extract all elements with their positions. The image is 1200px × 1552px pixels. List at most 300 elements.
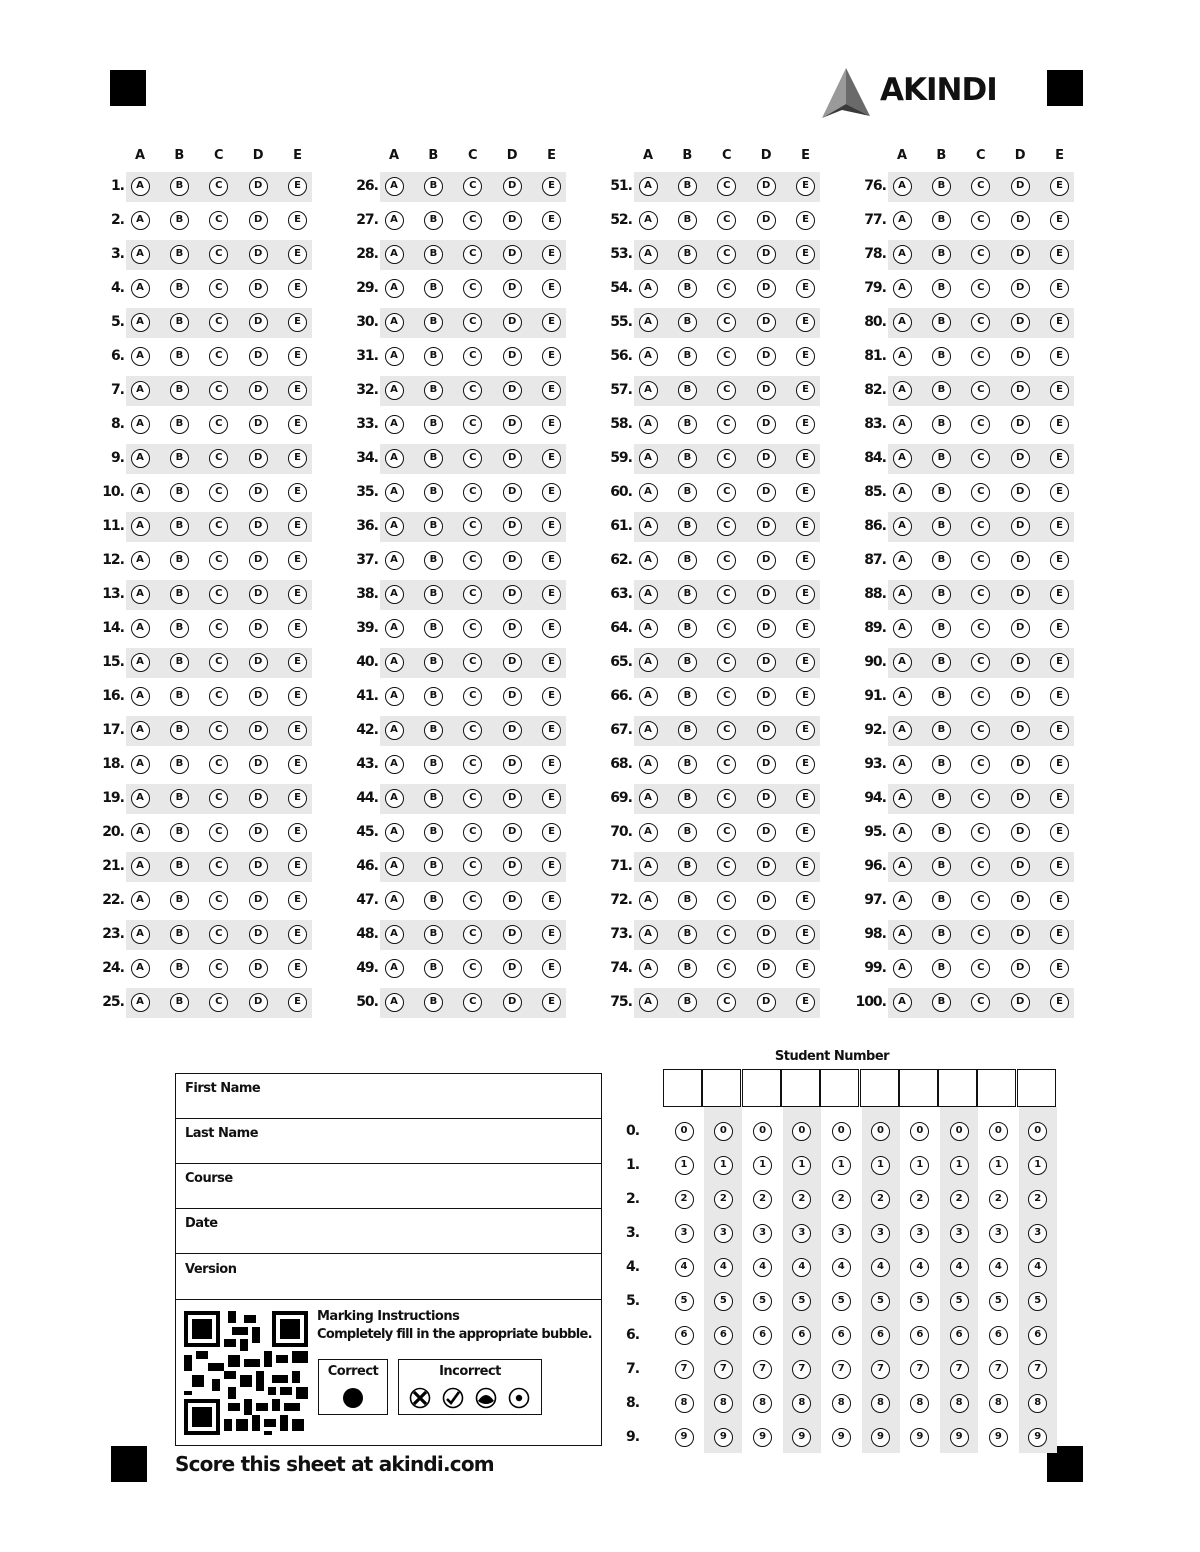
answer-bubble[interactable]: C — [971, 245, 990, 264]
answer-bubble[interactable]: B — [170, 925, 189, 944]
answer-bubble[interactable]: E — [796, 449, 815, 468]
answer-bubble[interactable]: C — [717, 347, 736, 366]
digit-bubble[interactable]: 2 — [989, 1190, 1008, 1209]
answer-bubble[interactable]: E — [288, 517, 307, 536]
answer-bubble[interactable]: A — [385, 483, 404, 502]
answer-bubble[interactable]: A — [385, 993, 404, 1012]
digit-bubble[interactable]: 7 — [989, 1360, 1008, 1379]
answer-bubble[interactable]: E — [1050, 721, 1069, 740]
answer-bubble[interactable]: E — [796, 619, 815, 638]
digit-bubble[interactable]: 6 — [714, 1326, 733, 1345]
answer-bubble[interactable]: B — [424, 245, 443, 264]
answer-bubble[interactable]: D — [757, 619, 776, 638]
answer-bubble[interactable]: A — [639, 755, 658, 774]
answer-bubble[interactable]: C — [209, 245, 228, 264]
answer-bubble[interactable]: C — [463, 211, 482, 230]
answer-bubble[interactable]: A — [639, 415, 658, 434]
answer-bubble[interactable]: D — [503, 959, 522, 978]
version-field[interactable] — [176, 1255, 601, 1300]
answer-bubble[interactable]: D — [757, 823, 776, 842]
digit-bubble[interactable]: 8 — [792, 1394, 811, 1413]
digit-bubble[interactable]: 0 — [753, 1122, 772, 1141]
digit-bubble[interactable]: 3 — [910, 1224, 929, 1243]
digit-bubble[interactable]: 6 — [753, 1326, 772, 1345]
answer-bubble[interactable]: E — [288, 347, 307, 366]
answer-bubble[interactable]: D — [249, 687, 268, 706]
answer-bubble[interactable]: C — [717, 415, 736, 434]
answer-bubble[interactable]: E — [288, 721, 307, 740]
answer-bubble[interactable]: C — [971, 211, 990, 230]
answer-bubble[interactable]: D — [249, 891, 268, 910]
digit-bubble[interactable]: 9 — [910, 1428, 929, 1447]
answer-bubble[interactable]: C — [463, 789, 482, 808]
digit-bubble[interactable]: 8 — [675, 1394, 694, 1413]
answer-bubble[interactable]: B — [170, 245, 189, 264]
answer-bubble[interactable]: B — [932, 211, 951, 230]
digit-bubble[interactable]: 8 — [871, 1394, 890, 1413]
digit-bubble[interactable]: 3 — [871, 1224, 890, 1243]
answer-bubble[interactable]: C — [209, 789, 228, 808]
answer-bubble[interactable]: B — [678, 483, 697, 502]
answer-bubble[interactable]: D — [757, 279, 776, 298]
digit-bubble[interactable]: 8 — [989, 1394, 1008, 1413]
answer-bubble[interactable]: D — [1011, 857, 1030, 876]
answer-bubble[interactable]: C — [209, 551, 228, 570]
answer-bubble[interactable]: B — [932, 585, 951, 604]
answer-bubble[interactable]: D — [1011, 959, 1030, 978]
answer-bubble[interactable]: E — [542, 517, 561, 536]
digit-bubble[interactable]: 8 — [1028, 1394, 1047, 1413]
digit-bubble[interactable]: 9 — [832, 1428, 851, 1447]
answer-bubble[interactable]: D — [503, 313, 522, 332]
answer-bubble[interactable]: C — [971, 823, 990, 842]
answer-bubble[interactable]: A — [131, 347, 150, 366]
answer-bubble[interactable]: C — [209, 177, 228, 196]
answer-bubble[interactable]: C — [971, 925, 990, 944]
digit-bubble[interactable]: 5 — [714, 1292, 733, 1311]
answer-bubble[interactable]: E — [288, 245, 307, 264]
answer-bubble[interactable]: C — [209, 721, 228, 740]
answer-bubble[interactable]: B — [678, 687, 697, 706]
answer-bubble[interactable]: C — [971, 177, 990, 196]
digit-bubble[interactable]: 1 — [832, 1156, 851, 1175]
answer-bubble[interactable]: D — [503, 347, 522, 366]
answer-bubble[interactable]: D — [757, 653, 776, 672]
answer-bubble[interactable]: B — [932, 449, 951, 468]
answer-bubble[interactable]: A — [385, 449, 404, 468]
answer-bubble[interactable]: A — [385, 755, 404, 774]
answer-bubble[interactable]: D — [1011, 891, 1030, 910]
answer-bubble[interactable]: A — [131, 585, 150, 604]
answer-bubble[interactable]: B — [932, 177, 951, 196]
answer-bubble[interactable]: D — [1011, 925, 1030, 944]
answer-bubble[interactable]: C — [209, 891, 228, 910]
answer-bubble[interactable]: A — [893, 857, 912, 876]
answer-bubble[interactable]: B — [424, 177, 443, 196]
answer-bubble[interactable]: D — [249, 755, 268, 774]
answer-bubble[interactable]: B — [678, 245, 697, 264]
answer-bubble[interactable]: C — [463, 993, 482, 1012]
answer-bubble[interactable]: E — [1050, 517, 1069, 536]
answer-bubble[interactable]: A — [639, 585, 658, 604]
answer-bubble[interactable]: B — [932, 823, 951, 842]
digit-bubble[interactable]: 3 — [714, 1224, 733, 1243]
answer-bubble[interactable]: C — [463, 381, 482, 400]
answer-bubble[interactable]: E — [796, 381, 815, 400]
answer-bubble[interactable]: A — [893, 415, 912, 434]
answer-bubble[interactable]: C — [463, 313, 482, 332]
answer-bubble[interactable]: D — [249, 653, 268, 672]
answer-bubble[interactable]: C — [717, 279, 736, 298]
answer-bubble[interactable]: B — [678, 551, 697, 570]
answer-bubble[interactable]: A — [385, 211, 404, 230]
answer-bubble[interactable]: B — [424, 653, 443, 672]
answer-bubble[interactable]: A — [639, 177, 658, 196]
answer-bubble[interactable]: A — [385, 823, 404, 842]
digit-bubble[interactable]: 6 — [1028, 1326, 1047, 1345]
answer-bubble[interactable]: C — [971, 551, 990, 570]
answer-bubble[interactable]: B — [932, 551, 951, 570]
answer-bubble[interactable]: B — [170, 687, 189, 706]
answer-bubble[interactable]: B — [932, 993, 951, 1012]
answer-bubble[interactable]: E — [542, 245, 561, 264]
answer-bubble[interactable]: E — [1050, 245, 1069, 264]
answer-bubble[interactable]: B — [678, 313, 697, 332]
answer-bubble[interactable]: E — [288, 279, 307, 298]
answer-bubble[interactable]: B — [678, 279, 697, 298]
digit-bubble[interactable]: 1 — [753, 1156, 772, 1175]
student-number-digit-box[interactable] — [899, 1069, 938, 1107]
answer-bubble[interactable]: B — [424, 823, 443, 842]
first-name-field[interactable] — [176, 1074, 601, 1119]
digit-bubble[interactable]: 9 — [792, 1428, 811, 1447]
answer-bubble[interactable]: A — [639, 857, 658, 876]
digit-bubble[interactable]: 4 — [792, 1258, 811, 1277]
answer-bubble[interactable]: A — [385, 381, 404, 400]
answer-bubble[interactable]: B — [424, 619, 443, 638]
digit-bubble[interactable]: 7 — [871, 1360, 890, 1379]
answer-bubble[interactable]: B — [678, 347, 697, 366]
digit-bubble[interactable]: 4 — [832, 1258, 851, 1277]
answer-bubble[interactable]: E — [542, 755, 561, 774]
answer-bubble[interactable]: E — [1050, 619, 1069, 638]
answer-bubble[interactable]: B — [932, 517, 951, 536]
digit-bubble[interactable]: 9 — [989, 1428, 1008, 1447]
answer-bubble[interactable]: C — [209, 381, 228, 400]
answer-bubble[interactable]: A — [131, 415, 150, 434]
answer-bubble[interactable]: E — [796, 823, 815, 842]
answer-bubble[interactable]: A — [385, 585, 404, 604]
answer-bubble[interactable]: B — [424, 517, 443, 536]
answer-bubble[interactable]: C — [463, 925, 482, 944]
digit-bubble[interactable]: 1 — [871, 1156, 890, 1175]
answer-bubble[interactable]: D — [757, 177, 776, 196]
digit-bubble[interactable]: 7 — [1028, 1360, 1047, 1379]
digit-bubble[interactable]: 9 — [714, 1428, 733, 1447]
answer-bubble[interactable]: C — [971, 619, 990, 638]
answer-bubble[interactable]: D — [503, 823, 522, 842]
answer-bubble[interactable]: A — [639, 381, 658, 400]
answer-bubble[interactable]: E — [1050, 755, 1069, 774]
answer-bubble[interactable]: E — [542, 993, 561, 1012]
answer-bubble[interactable]: C — [463, 687, 482, 706]
digit-bubble[interactable]: 7 — [910, 1360, 929, 1379]
answer-bubble[interactable]: B — [170, 823, 189, 842]
digit-bubble[interactable]: 4 — [950, 1258, 969, 1277]
answer-bubble[interactable]: A — [639, 483, 658, 502]
digit-bubble[interactable]: 0 — [832, 1122, 851, 1141]
answer-bubble[interactable]: C — [717, 993, 736, 1012]
answer-bubble[interactable]: A — [639, 653, 658, 672]
answer-bubble[interactable]: C — [209, 823, 228, 842]
answer-bubble[interactable]: D — [249, 517, 268, 536]
digit-bubble[interactable]: 5 — [675, 1292, 694, 1311]
answer-bubble[interactable]: D — [503, 177, 522, 196]
answer-bubble[interactable]: B — [424, 993, 443, 1012]
answer-bubble[interactable]: A — [893, 483, 912, 502]
digit-bubble[interactable]: 8 — [753, 1394, 772, 1413]
answer-bubble[interactable]: E — [542, 823, 561, 842]
answer-bubble[interactable]: E — [796, 721, 815, 740]
answer-bubble[interactable]: B — [932, 313, 951, 332]
answer-bubble[interactable]: E — [796, 347, 815, 366]
answer-bubble[interactable]: E — [542, 653, 561, 672]
answer-bubble[interactable]: B — [424, 925, 443, 944]
digit-bubble[interactable]: 2 — [832, 1190, 851, 1209]
answer-bubble[interactable]: A — [131, 279, 150, 298]
answer-bubble[interactable]: A — [893, 619, 912, 638]
answer-bubble[interactable]: D — [503, 211, 522, 230]
answer-bubble[interactable]: C — [717, 687, 736, 706]
answer-bubble[interactable]: E — [1050, 857, 1069, 876]
answer-bubble[interactable]: E — [1050, 177, 1069, 196]
answer-bubble[interactable]: A — [385, 347, 404, 366]
answer-bubble[interactable]: D — [249, 993, 268, 1012]
answer-bubble[interactable]: B — [170, 517, 189, 536]
answer-bubble[interactable]: A — [131, 823, 150, 842]
digit-bubble[interactable]: 2 — [950, 1190, 969, 1209]
answer-bubble[interactable]: E — [288, 313, 307, 332]
answer-bubble[interactable]: E — [796, 245, 815, 264]
answer-bubble[interactable]: C — [209, 415, 228, 434]
answer-bubble[interactable]: C — [463, 517, 482, 536]
answer-bubble[interactable]: D — [1011, 993, 1030, 1012]
digit-bubble[interactable]: 2 — [792, 1190, 811, 1209]
digit-bubble[interactable]: 9 — [675, 1428, 694, 1447]
answer-bubble[interactable]: A — [639, 619, 658, 638]
answer-bubble[interactable]: D — [1011, 687, 1030, 706]
answer-bubble[interactable]: B — [678, 925, 697, 944]
answer-bubble[interactable]: B — [424, 755, 443, 774]
answer-bubble[interactable]: E — [542, 347, 561, 366]
digit-bubble[interactable]: 0 — [910, 1122, 929, 1141]
answer-bubble[interactable]: B — [424, 891, 443, 910]
answer-bubble[interactable]: D — [757, 789, 776, 808]
answer-bubble[interactable]: B — [170, 347, 189, 366]
answer-bubble[interactable]: B — [424, 313, 443, 332]
answer-bubble[interactable]: D — [503, 449, 522, 468]
answer-bubble[interactable]: A — [893, 687, 912, 706]
answer-bubble[interactable]: A — [385, 925, 404, 944]
answer-bubble[interactable]: E — [542, 279, 561, 298]
digit-bubble[interactable]: 5 — [950, 1292, 969, 1311]
answer-bubble[interactable]: C — [209, 517, 228, 536]
digit-bubble[interactable]: 7 — [792, 1360, 811, 1379]
answer-bubble[interactable]: A — [893, 551, 912, 570]
digit-bubble[interactable]: 2 — [753, 1190, 772, 1209]
answer-bubble[interactable]: E — [288, 381, 307, 400]
digit-bubble[interactable]: 5 — [792, 1292, 811, 1311]
answer-bubble[interactable]: E — [542, 857, 561, 876]
student-number-digit-box[interactable] — [977, 1069, 1016, 1107]
answer-bubble[interactable]: D — [503, 891, 522, 910]
answer-bubble[interactable]: A — [639, 993, 658, 1012]
digit-bubble[interactable]: 4 — [675, 1258, 694, 1277]
answer-bubble[interactable]: E — [796, 993, 815, 1012]
digit-bubble[interactable]: 0 — [675, 1122, 694, 1141]
answer-bubble[interactable]: C — [717, 959, 736, 978]
answer-bubble[interactable]: E — [1050, 211, 1069, 230]
digit-bubble[interactable]: 1 — [714, 1156, 733, 1175]
answer-bubble[interactable]: C — [463, 279, 482, 298]
answer-bubble[interactable]: E — [542, 619, 561, 638]
answer-bubble[interactable]: B — [424, 687, 443, 706]
answer-bubble[interactable]: B — [932, 245, 951, 264]
answer-bubble[interactable]: A — [893, 449, 912, 468]
answer-bubble[interactable]: C — [971, 415, 990, 434]
answer-bubble[interactable]: E — [796, 517, 815, 536]
answer-bubble[interactable]: C — [463, 619, 482, 638]
answer-bubble[interactable]: E — [542, 449, 561, 468]
answer-bubble[interactable]: C — [717, 891, 736, 910]
answer-bubble[interactable]: B — [170, 483, 189, 502]
answer-bubble[interactable]: B — [424, 857, 443, 876]
digit-bubble[interactable]: 9 — [871, 1428, 890, 1447]
digit-bubble[interactable]: 2 — [910, 1190, 929, 1209]
answer-bubble[interactable]: E — [796, 551, 815, 570]
answer-bubble[interactable]: B — [424, 551, 443, 570]
answer-bubble[interactable]: A — [893, 891, 912, 910]
answer-bubble[interactable]: C — [463, 823, 482, 842]
answer-bubble[interactable]: C — [971, 347, 990, 366]
answer-bubble[interactable]: E — [542, 721, 561, 740]
answer-bubble[interactable]: C — [971, 653, 990, 672]
answer-bubble[interactable]: C — [971, 959, 990, 978]
answer-bubble[interactable]: A — [385, 245, 404, 264]
answer-bubble[interactable]: B — [170, 313, 189, 332]
answer-bubble[interactable]: B — [170, 993, 189, 1012]
answer-bubble[interactable]: E — [1050, 415, 1069, 434]
answer-bubble[interactable]: C — [717, 857, 736, 876]
answer-bubble[interactable]: E — [542, 585, 561, 604]
answer-bubble[interactable]: E — [1050, 789, 1069, 808]
answer-bubble[interactable]: B — [678, 449, 697, 468]
answer-bubble[interactable]: C — [463, 347, 482, 366]
answer-bubble[interactable]: D — [249, 925, 268, 944]
answer-bubble[interactable]: D — [1011, 381, 1030, 400]
digit-bubble[interactable]: 4 — [753, 1258, 772, 1277]
answer-bubble[interactable]: D — [503, 993, 522, 1012]
answer-bubble[interactable]: D — [1011, 517, 1030, 536]
answer-bubble[interactable]: C — [971, 381, 990, 400]
answer-bubble[interactable]: A — [385, 653, 404, 672]
answer-bubble[interactable]: C — [209, 211, 228, 230]
digit-bubble[interactable]: 1 — [792, 1156, 811, 1175]
answer-bubble[interactable]: D — [503, 755, 522, 774]
answer-bubble[interactable]: D — [757, 381, 776, 400]
digit-bubble[interactable]: 8 — [832, 1394, 851, 1413]
digit-bubble[interactable]: 1 — [675, 1156, 694, 1175]
answer-bubble[interactable]: A — [893, 381, 912, 400]
answer-bubble[interactable]: C — [717, 721, 736, 740]
answer-bubble[interactable]: B — [678, 211, 697, 230]
answer-bubble[interactable]: B — [932, 347, 951, 366]
answer-bubble[interactable]: C — [971, 313, 990, 332]
answer-bubble[interactable]: B — [678, 415, 697, 434]
answer-bubble[interactable]: A — [893, 177, 912, 196]
answer-bubble[interactable]: A — [639, 449, 658, 468]
answer-bubble[interactable]: A — [131, 959, 150, 978]
digit-bubble[interactable]: 6 — [675, 1326, 694, 1345]
answer-bubble[interactable]: E — [796, 789, 815, 808]
answer-bubble[interactable]: B — [170, 449, 189, 468]
answer-bubble[interactable]: D — [249, 279, 268, 298]
answer-bubble[interactable]: D — [503, 789, 522, 808]
answer-bubble[interactable]: E — [542, 381, 561, 400]
answer-bubble[interactable]: E — [796, 211, 815, 230]
answer-bubble[interactable]: C — [209, 449, 228, 468]
answer-bubble[interactable]: A — [893, 755, 912, 774]
answer-bubble[interactable]: A — [385, 891, 404, 910]
answer-bubble[interactable]: E — [288, 959, 307, 978]
answer-bubble[interactable]: D — [249, 177, 268, 196]
date-field[interactable] — [176, 1209, 601, 1254]
student-number-digit-box[interactable] — [820, 1069, 859, 1107]
answer-bubble[interactable]: C — [209, 313, 228, 332]
answer-bubble[interactable]: E — [542, 313, 561, 332]
answer-bubble[interactable]: D — [1011, 585, 1030, 604]
answer-bubble[interactable]: B — [170, 415, 189, 434]
answer-bubble[interactable]: A — [893, 211, 912, 230]
digit-bubble[interactable]: 5 — [871, 1292, 890, 1311]
answer-bubble[interactable]: E — [1050, 449, 1069, 468]
digit-bubble[interactable]: 0 — [1028, 1122, 1047, 1141]
digit-bubble[interactable]: 1 — [910, 1156, 929, 1175]
answer-bubble[interactable]: C — [971, 755, 990, 774]
answer-bubble[interactable]: D — [757, 211, 776, 230]
answer-bubble[interactable]: D — [249, 211, 268, 230]
answer-bubble[interactable]: D — [757, 687, 776, 706]
answer-bubble[interactable]: D — [249, 415, 268, 434]
answer-bubble[interactable]: E — [796, 653, 815, 672]
answer-bubble[interactable]: A — [131, 313, 150, 332]
answer-bubble[interactable]: A — [893, 721, 912, 740]
digit-bubble[interactable]: 2 — [675, 1190, 694, 1209]
answer-bubble[interactable]: D — [503, 517, 522, 536]
answer-bubble[interactable]: C — [463, 857, 482, 876]
student-number-digit-box[interactable] — [1017, 1069, 1056, 1107]
answer-bubble[interactable]: B — [424, 415, 443, 434]
answer-bubble[interactable]: C — [717, 381, 736, 400]
digit-bubble[interactable]: 4 — [989, 1258, 1008, 1277]
answer-bubble[interactable]: D — [1011, 449, 1030, 468]
answer-bubble[interactable]: D — [249, 347, 268, 366]
answer-bubble[interactable]: C — [971, 891, 990, 910]
answer-bubble[interactable]: C — [717, 585, 736, 604]
answer-bubble[interactable]: C — [717, 517, 736, 536]
digit-bubble[interactable]: 0 — [714, 1122, 733, 1141]
answer-bubble[interactable]: E — [542, 959, 561, 978]
